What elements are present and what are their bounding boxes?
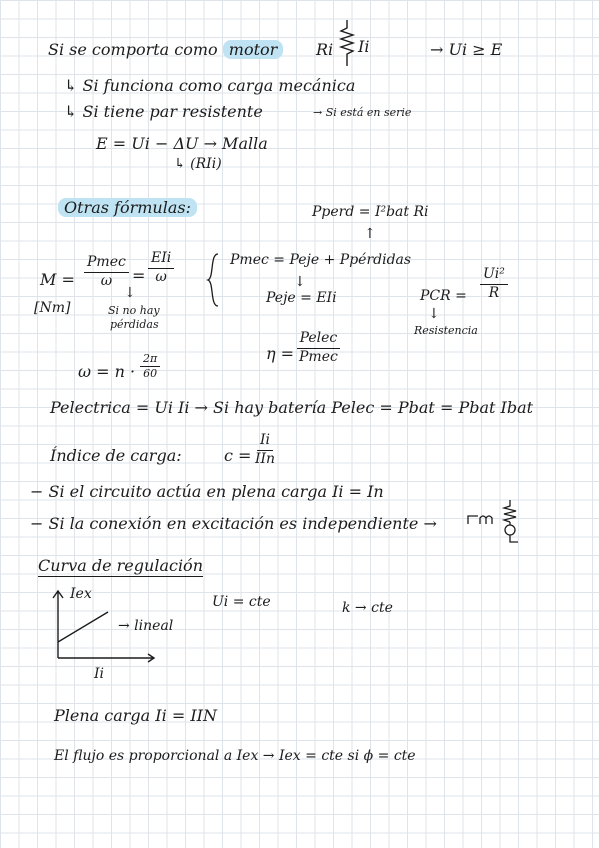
pelec-num: Pelec: [297, 330, 341, 349]
k-cte: k → cte: [342, 600, 393, 616]
m-label: M =: [40, 270, 75, 289]
eta-label: η =: [266, 344, 295, 363]
pelec-over-pmec: [296, 330, 341, 366]
m-unit: [Nm]: [34, 300, 71, 316]
ui-ge-e: → Ui ≥ E: [430, 40, 503, 59]
motor-highlight: motor: [223, 40, 284, 59]
eii-den: ω: [155, 268, 167, 285]
pmec-den: ω: [100, 272, 113, 289]
eq-malla-sub: ↳ (RIi): [174, 156, 222, 172]
axis-y-iex: Iex: [70, 586, 92, 602]
resistencia: Resistencia: [414, 324, 478, 337]
flujo-formula: El flujo es proporcional a Iex → Iex = cte si ϕ = cte: [54, 748, 416, 764]
down-arrow-pcr: ↓: [428, 306, 440, 322]
pmec-num: Pmec: [84, 254, 129, 273]
pperd-formula: Pperd = I²bat Ri: [312, 204, 429, 220]
section-title-otras: [58, 198, 197, 217]
sub-note-par: ↳ Si tiene par resistente: [64, 102, 263, 121]
pperd-arrow: ↑: [364, 226, 376, 242]
intro-line: [48, 40, 283, 59]
si-no-hay: Si no hay: [108, 304, 160, 317]
otras-highlight: Otras fórmulas:: [58, 198, 197, 217]
pmec-sum: Pmec = Peje + Ppérdidas: [230, 252, 412, 268]
sub-note-serie: → Si está en serie: [313, 106, 412, 119]
lineal-label: → lineal: [118, 618, 174, 634]
pelec-den: Pmec: [299, 348, 338, 365]
omega-formula: ω = n ·: [78, 362, 136, 381]
excitation-circuit-icon: [466, 498, 536, 546]
indice-c: c =: [224, 446, 252, 465]
curva-title: [38, 556, 203, 575]
indice-den: IIn: [255, 450, 276, 467]
indice-num: Ii: [257, 432, 273, 451]
ri-label: Ri: [316, 40, 334, 59]
ui2-den: R: [488, 284, 500, 301]
ui-cte: Ui = cte: [212, 594, 271, 610]
ui2-num: Ui²: [480, 266, 508, 285]
eii-over-omega: [148, 250, 174, 286]
two-pi-over-60: [140, 352, 160, 381]
pcr-label: PCR =: [420, 288, 467, 304]
omega-num: 2π: [140, 352, 160, 367]
resistor-icon: [337, 20, 357, 66]
axis-x-ii: Ii: [94, 666, 105, 682]
down-arrow-m: ↓: [124, 285, 136, 301]
bullet-plena-carga: − Si el circuito actúa en plena carga Ii = In: [30, 482, 384, 501]
ui2-over-r: [480, 266, 508, 302]
sub-note-carga: ↳ Si funciona como carga mecánica: [64, 76, 356, 95]
down-arrow-peje: ↓: [294, 274, 306, 290]
left-brace-icon: [206, 252, 220, 308]
eq-sign: =: [132, 266, 146, 285]
perdidas: pérdidas: [110, 318, 159, 331]
eii-num: EIi: [148, 250, 174, 269]
intro-text: Si se comporta como: [48, 40, 218, 59]
plena-carga-formula: Plena carga Ii = IIN: [54, 706, 217, 725]
bullet-excitacion: − Si la conexión en excitación es independiente →: [30, 514, 437, 533]
ii-over-iin: [252, 432, 278, 468]
peje-formula: Peje = EIi: [266, 290, 337, 306]
indice-label: Índice de carga:: [50, 446, 182, 465]
pmec-over-omega: [84, 254, 129, 290]
curva-title-text: Curva de regulación: [38, 556, 203, 575]
eq-malla: E = Ui − ΔU → Malla: [96, 134, 268, 153]
omega-den: 60: [143, 366, 158, 380]
pelectrica-formula: Pelectrica = Ui Ii → Si hay batería Pelec = Pbat = Pbat Ibat: [50, 398, 534, 417]
current-ii: Ii: [358, 37, 370, 56]
